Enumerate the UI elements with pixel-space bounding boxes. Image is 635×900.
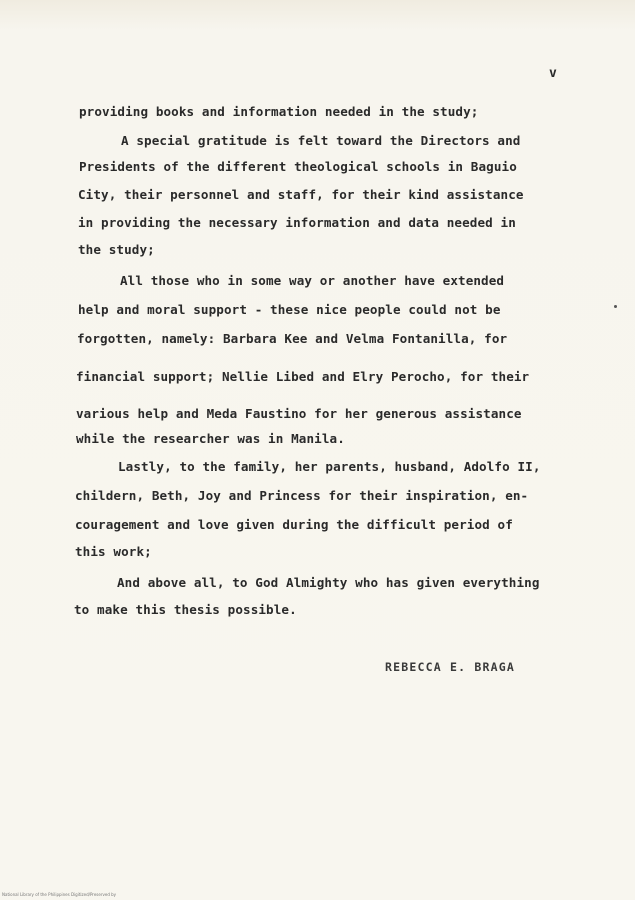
page-number: v xyxy=(549,66,558,81)
footer-credit: National Library of the Philippines Digitized/Preserved by xyxy=(2,892,117,897)
text-line: couragement and love given during the difficult period of xyxy=(75,517,513,532)
text-line: Presidents of the different theological schools in Baguio xyxy=(79,159,517,174)
text-line: this work; xyxy=(75,544,152,559)
ink-spot xyxy=(614,305,617,308)
text-line: the study; xyxy=(78,242,155,257)
text-line: financial support; Nellie Libed and Elry Perocho, for their xyxy=(76,369,530,384)
text-line: A special gratitude is felt toward the Directors and xyxy=(121,133,521,148)
text-line: help and moral support - these nice people could not be xyxy=(78,302,501,317)
text-line: All those who in some way or another have extended xyxy=(120,273,505,288)
text-line: childern, Beth, Joy and Princess for their inspiration, en- xyxy=(75,488,529,503)
text-line: Lastly, to the family, her parents, husband, Adolfo II, xyxy=(118,459,541,474)
signature: REBECCA E. BRAGA xyxy=(385,660,515,674)
text-line: forgotten, namely: Barbara Kee and Velma Fontanilla, for xyxy=(77,331,508,346)
text-line: And above all, to God Almighty who has given everything xyxy=(117,575,540,590)
text-line: to make this thesis possible. xyxy=(74,602,297,617)
text-line: City, their personnel and staff, for their kind assistance xyxy=(78,187,524,202)
text-line: various help and Meda Faustino for her generous assistance xyxy=(76,406,522,421)
text-line: providing books and information needed in the study; xyxy=(79,104,479,119)
text-line: in providing the necessary information and data needed in xyxy=(78,215,516,230)
text-line: while the researcher was in Manila. xyxy=(76,431,345,446)
